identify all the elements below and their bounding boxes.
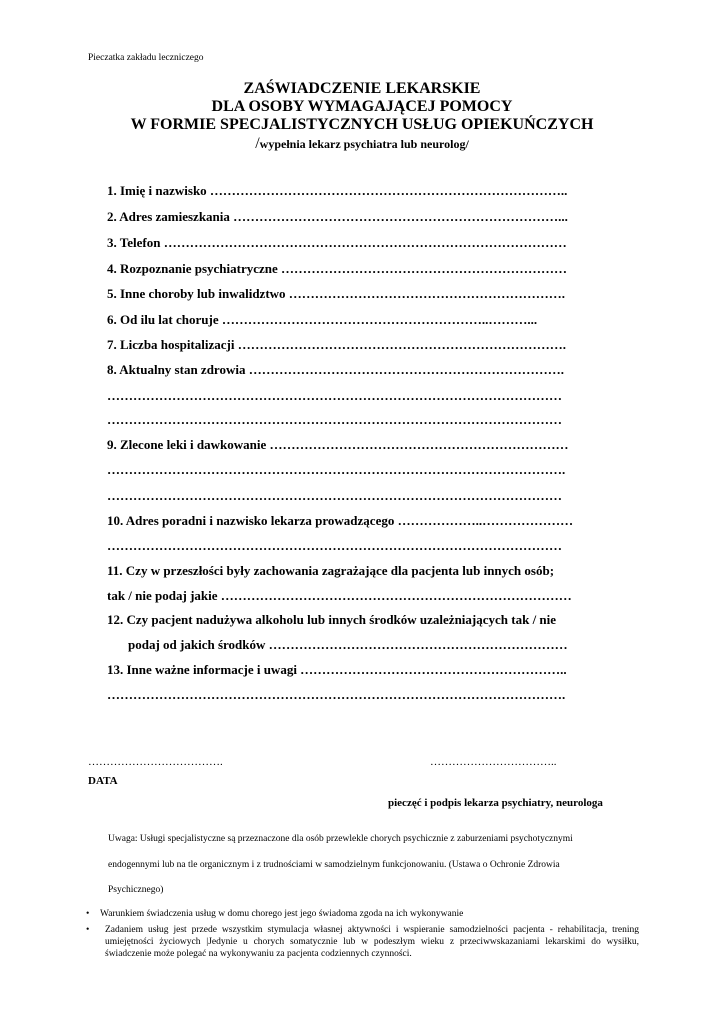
field-years-ill[interactable]: 6. Od ilu lat choruje ……………………………………………………..………... — [107, 312, 538, 327]
health-state-line-3[interactable]: …………………………………………………………………………………………… — [107, 412, 562, 427]
note-line-2: endogennymi lub na tle organicznym i z trudnościami w samodzielnym funkcjonowaniu. (Ustawa o Ochronie Zdrowia — [108, 860, 560, 870]
subtitle-slash: / — [255, 135, 260, 152]
note-line-3: Psychicznego) — [108, 885, 164, 895]
medications-line-3[interactable]: …………………………………………………………………………………………… — [107, 488, 562, 503]
field-hospitalizations[interactable]: 7. Liczba hospitalizacji …………………………………………………………………. — [107, 337, 566, 352]
stamp-label: Pieczatka zakładu leczniczego — [88, 53, 204, 63]
subtitle-text: wypełnia lekarz psychiatra lub neurolog/ — [259, 137, 469, 151]
field-phone[interactable]: 3. Telefon ………………………………………………………………………………… — [107, 235, 567, 250]
field-health-state[interactable]: 8. Aktualny stan zdrowia ………………………………………………………………. — [107, 362, 564, 377]
health-state-line-2[interactable]: …………………………………………………………………………………………… — [107, 388, 562, 403]
bullet-item-goals: Zadaniem usług jest przede wszystkim stymulacja własnej aktywności i wspieranie samodzielności pacjenta - rehabilitacja, trening umiejętności życiowych |Jedynie u chorych somatycznie lub w podeszłym wieku z przeciwwskazaniami lekarskimi do wysiłku, świadczenie może polegać na wykonywaniu za pacjenta codziennych czynności. — [105, 925, 639, 959]
bullet-icon: • — [86, 909, 90, 919]
question-13-line-2[interactable]: ……………………………………………………………………………………………. — [107, 687, 566, 702]
signature-label: pieczęć i podpis lekarza psychiatry, neurologa — [388, 797, 603, 809]
question-12: 12. Czy pacjent nadużywa alkoholu lub innych środków uzależniających tak / nie — [107, 612, 557, 627]
question-11-answer[interactable]: tak / nie podaj jakie ……………………………………………………………………… — [107, 588, 572, 603]
date-label: DATA — [88, 775, 118, 787]
field-clinic-doctor[interactable]: 10. Adres poradni i nazwisko lekarza prowadzącego ………………..………………… — [107, 513, 574, 528]
medications-line-2[interactable]: ……………………………………………………………………………………………. — [107, 462, 566, 477]
question-13[interactable]: 13. Inne ważne informacje i uwagi …………………………………………………….. — [107, 662, 567, 677]
bullet-item-consent: Warunkiem świadczenia usług w domu chorego jest jego świadoma zgoda na ich wykonywanie — [100, 909, 464, 919]
question-12-answer[interactable]: podaj od jakich środków …………………………………………………………… — [128, 637, 568, 652]
clinic-doctor-line-2[interactable]: …………………………………………………………………………………………… — [107, 538, 562, 553]
note-line-1: Uwaga: Usługi specjalistyczne są przeznaczone dla osób przewlekle chorych psychicznie z zaburzeniami psychotycznymi — [108, 834, 573, 844]
field-address[interactable]: 2. Adres zamieszkania …………………………………………………………………... — [107, 209, 568, 224]
page-title-line-2: DLA OSOBY WYMAGAJĄCEJ POMOCY — [211, 98, 513, 115]
signature-line[interactable]: …………………………….. — [430, 756, 557, 768]
question-11: 11. Czy w przeszłości były zachowania zagrażające dla pacjenta lub innych osób; — [107, 563, 555, 578]
bullet-icon: • — [86, 925, 90, 935]
page-title-line-3: W FORMIE SPECJALISTYCZNYCH USŁUG OPIEKUŃCZYCH — [130, 116, 594, 133]
field-name[interactable]: 1. Imię i nazwisko ……………………………………………………………………….. — [107, 183, 568, 198]
page-subtitle — [0, 135, 724, 153]
date-line[interactable]: ………………………………. — [88, 756, 223, 768]
page-title-line-1: ZAŚWIADCZENIE LEKARSKIE — [243, 80, 481, 97]
field-diagnosis[interactable]: 4. Rozpoznanie psychiatryczne ………………………………………………………… — [107, 261, 568, 276]
field-medications[interactable]: 9. Zlecone leki i dawkowanie …………………………………………………………… — [107, 437, 569, 452]
field-other-diseases[interactable]: 5. Inne choroby lub inwalidztwo ………………………………………………………. — [107, 286, 566, 301]
